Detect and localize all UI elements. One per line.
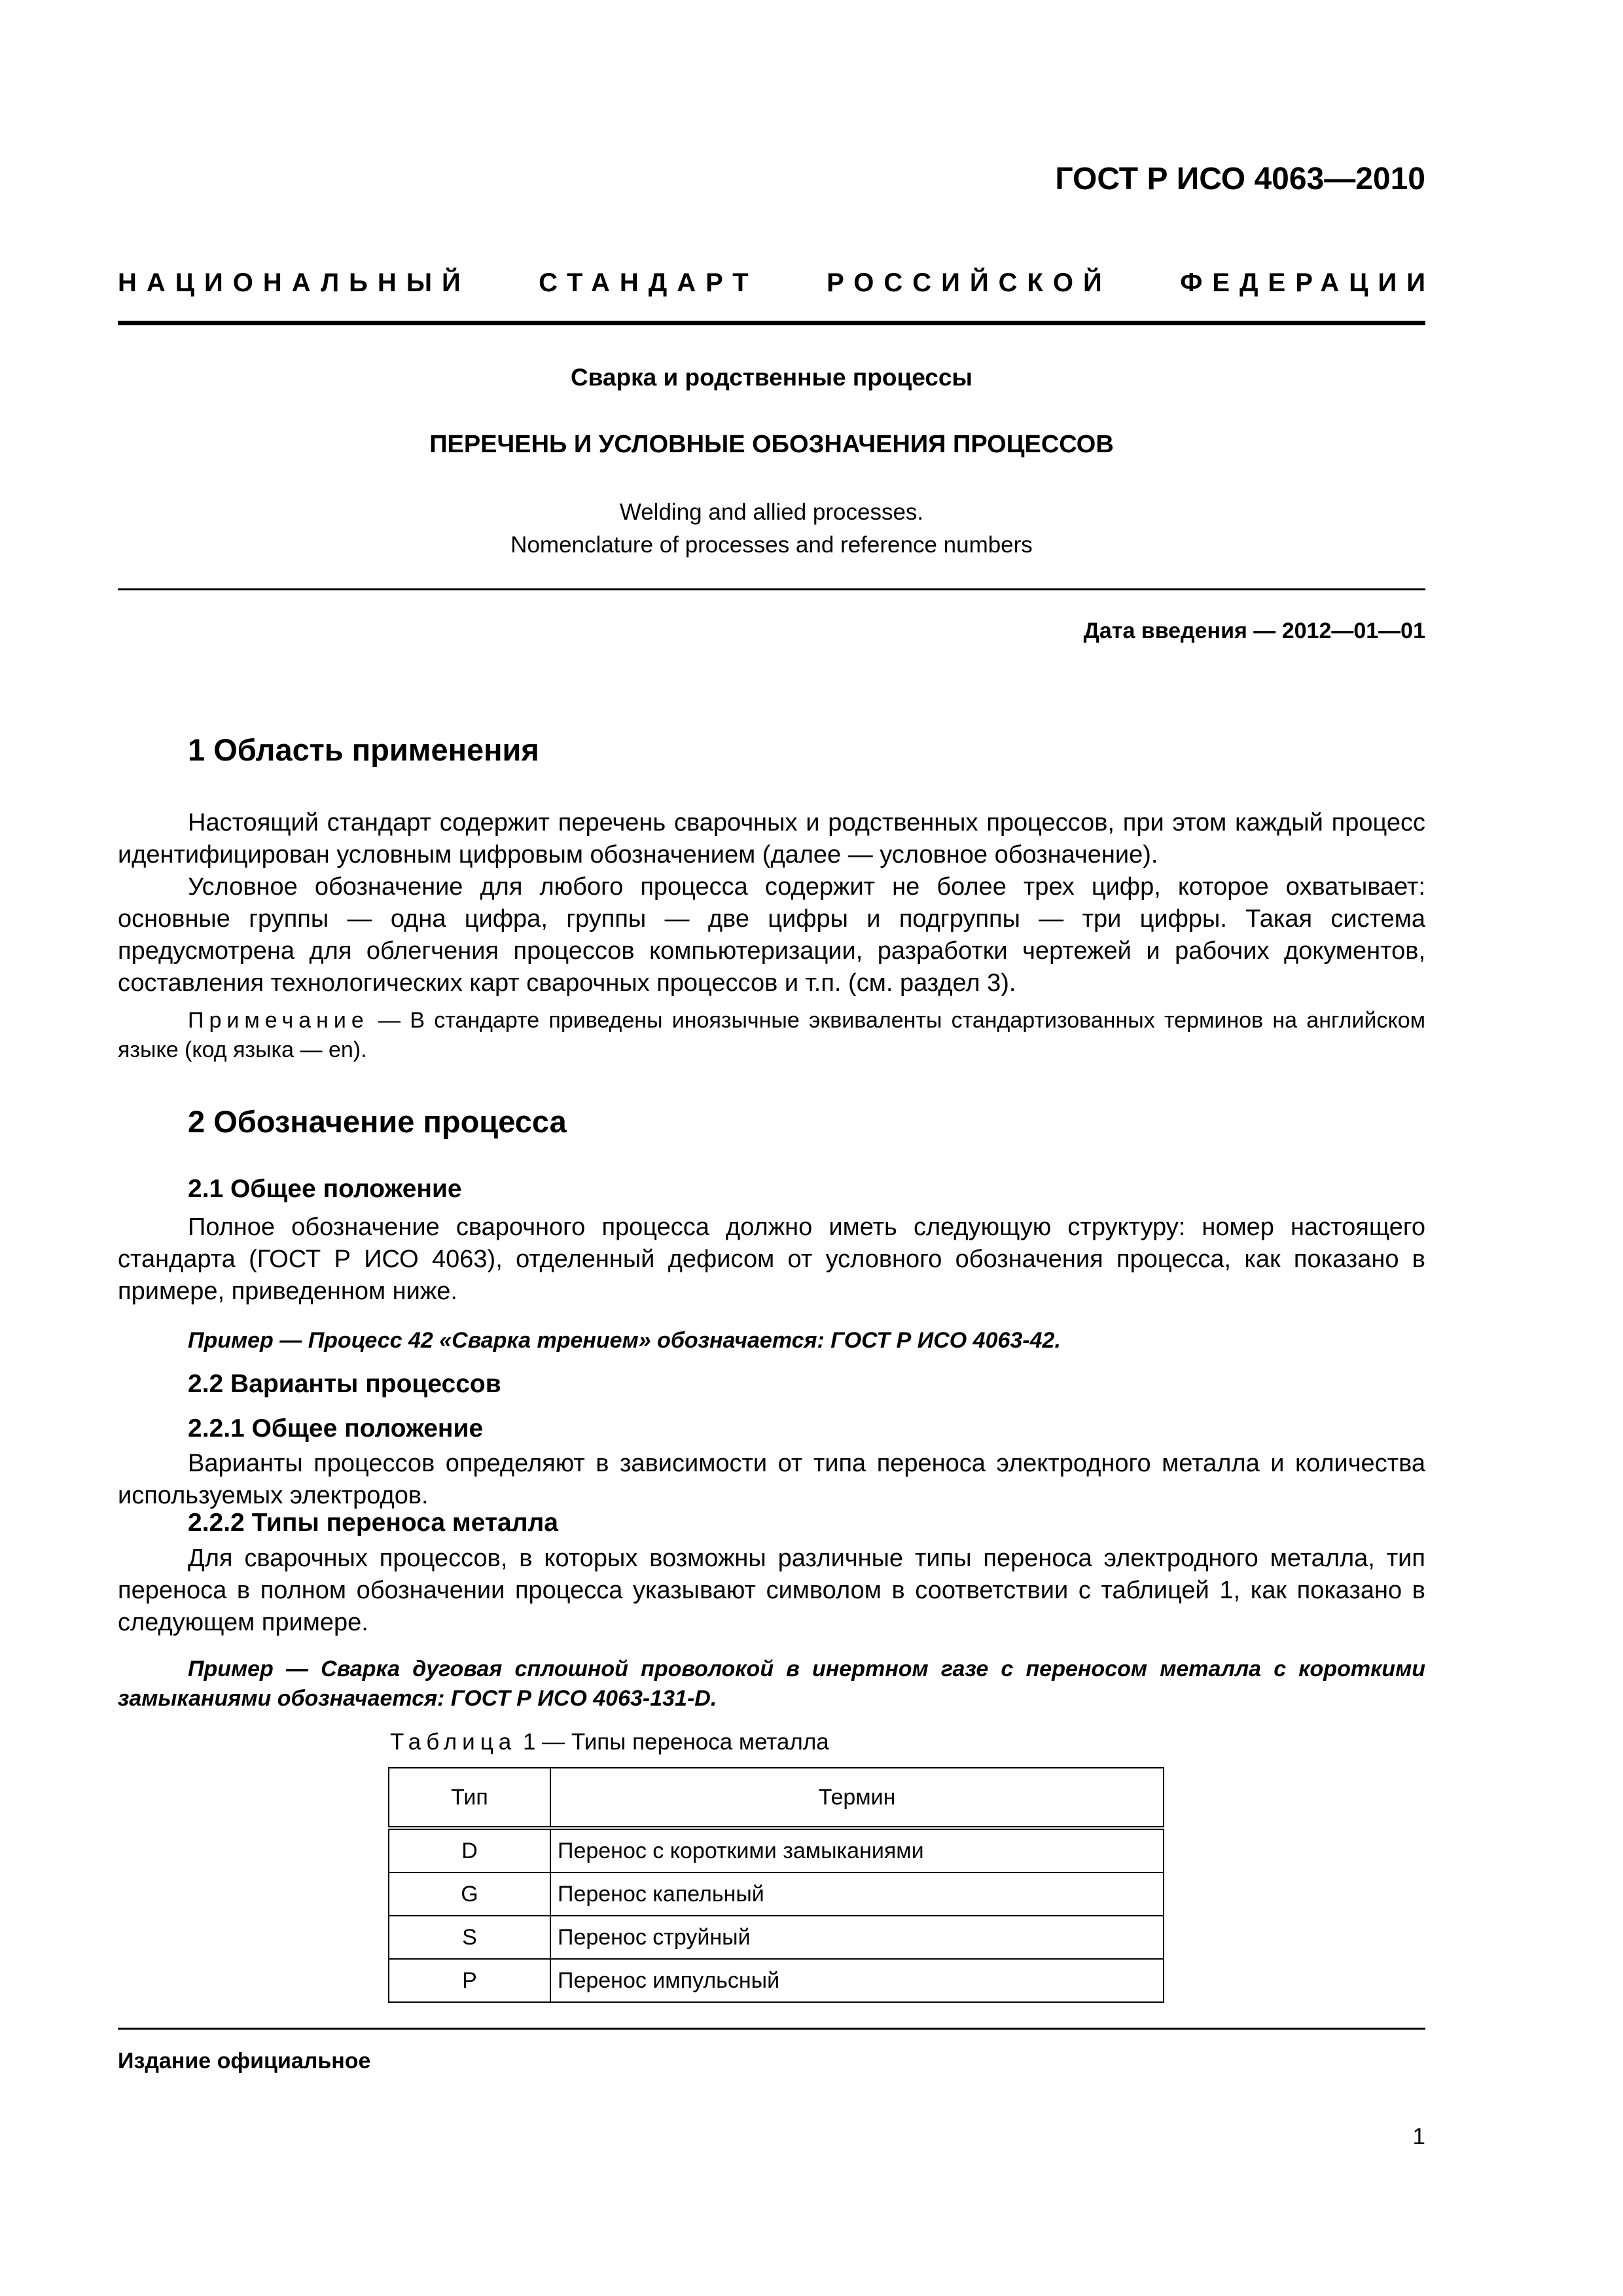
- note-text: — В стандарте приведены иноязычные эквиваленты стандартизованных терминов на английском языке (код языка — en).: [118, 1008, 1425, 1062]
- subsection-2-2-heading: 2.2 Варианты процессов: [188, 1370, 501, 1398]
- document-subtitle: Сварка и родственные процессы: [570, 364, 973, 391]
- introduction-date: Дата введения — 2012—01—01: [1083, 619, 1425, 643]
- note: [118, 1006, 1425, 1065]
- subsection-2-2-2-heading: 2.2.2 Типы переноса металла: [188, 1509, 558, 1537]
- subsection-2-2-1-heading: 2.2.1 Общее положение: [188, 1414, 484, 1443]
- cell-term: Перенос струйный: [550, 1916, 1164, 1959]
- example: Пример — Сварка дуговая сплошной проволокой в инертном газе с переносом металла с короткими замыканиями обозначается: ГОСТ Р ИСО 4063-131-D.: [118, 1657, 1425, 1711]
- page-number: 1: [1412, 2124, 1425, 2149]
- example: Пример — Процесс 42 «Сварка трением» обозначается: ГОСТ Р ИСО 4063-42.: [188, 1328, 1061, 1353]
- banner-word: СТАНДАРТ: [539, 268, 758, 297]
- cell-term: Перенос капельный: [550, 1873, 1164, 1916]
- document-title: ПЕРЕЧЕНЬ И УСЛОВНЫЕ ОБОЗНАЧЕНИЯ ПРОЦЕССОВ: [429, 431, 1114, 458]
- title-rule: [118, 588, 1425, 590]
- paragraph: Для сварочных процессов, в которых возможны различные типы переноса электродного металла, тип переноса в полном обозначении процесса указывают символом в соответствии с таблицей 1, как показано в следующем примере.: [118, 1545, 1425, 1636]
- cell-type: G: [389, 1873, 550, 1916]
- table-row: [389, 1959, 1164, 2002]
- table-header-row: [389, 1768, 1164, 1828]
- note-label: Примечание: [188, 1008, 369, 1033]
- section-2-heading: 2 Обозначение процесса: [188, 1104, 567, 1139]
- metal-transfer-table: [388, 1767, 1164, 2003]
- column-header-term: Термин: [550, 1768, 1164, 1828]
- cell-term: Перенос с короткими замыканиями: [550, 1828, 1164, 1873]
- paragraph: Настоящий стандарт содержит перечень сварочных и родственных процессов, при этом каждый процесс идентифицирован условным цифровым обозначением (далее — условное обозначение).: [118, 809, 1425, 869]
- footer-rule: [118, 2028, 1425, 2030]
- banner-word: ФЕДЕРАЦИИ: [1180, 268, 1435, 297]
- cell-type: D: [389, 1828, 550, 1873]
- english-title-line: Nomenclature of processes and reference numbers: [510, 532, 1033, 558]
- standard-code: ГОСТ Р ИСО 4063—2010: [1055, 162, 1425, 196]
- official-edition-label: Издание официальное: [118, 2049, 371, 2073]
- banner-word: НАЦИОНАЛЬНЫЙ: [118, 268, 471, 297]
- table-row: [389, 1828, 1164, 1873]
- cell-term: Перенос импульсный: [550, 1959, 1164, 2002]
- table-row: [389, 1873, 1164, 1916]
- table-caption: [390, 1729, 829, 1755]
- header-rule: [118, 321, 1425, 325]
- national-standard-banner: [118, 268, 1435, 298]
- english-title: [118, 496, 1425, 562]
- table-caption-label: Таблица: [390, 1729, 517, 1755]
- table-row: [389, 1916, 1164, 1959]
- cell-type: S: [389, 1916, 550, 1959]
- cell-type: P: [389, 1959, 550, 2002]
- paragraph: Полное обозначение сварочного процесса должно иметь следующую структуру: номер настоящего стандарта (ГОСТ Р ИСО 4063), отделенный дефисом от условного обозначения процесса, как показано в примере, приведенном ниже.: [118, 1213, 1425, 1305]
- table-caption-text: 1 — Типы переноса металла: [516, 1729, 829, 1755]
- paragraph: Варианты процессов определяют в зависимости от типа переноса электродного металла и количества используемых электродов.: [118, 1450, 1425, 1509]
- section-1-heading: 1 Область применения: [188, 732, 539, 767]
- paragraph: Условное обозначение для любого процесса содержит не более трех цифр, которое охватывает: основные группы — одна цифра, группы — две цифры и подгруппы — три цифры. Такая система предусмотрена для облегчения процессов компьютеризации, разработки чертежей и рабочих документов, составления технологических карт сварочных процессов и т.п. (см. раздел 3).: [118, 873, 1425, 997]
- english-title-line: Welding and allied processes.: [619, 499, 924, 525]
- banner-word: РОССИЙСКОЙ: [827, 268, 1112, 297]
- column-header-type: Тип: [389, 1768, 550, 1828]
- subsection-2-1-heading: 2.1 Общее положение: [188, 1175, 462, 1203]
